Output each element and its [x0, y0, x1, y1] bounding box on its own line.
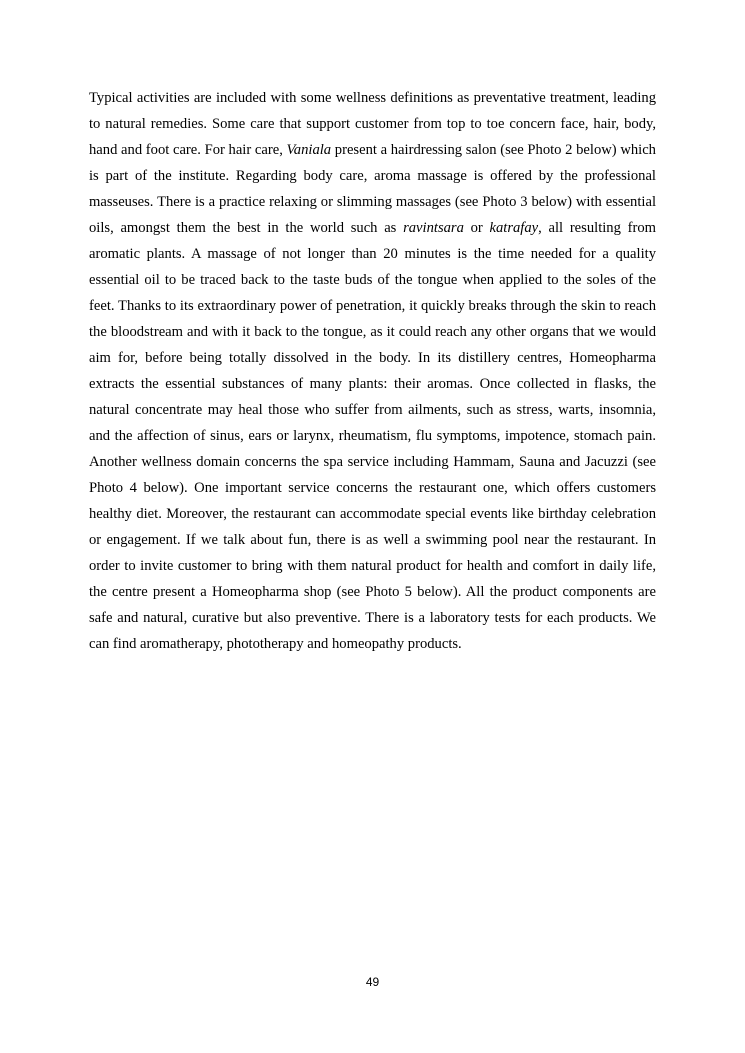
- italic-term-ravintsara: ravintsara: [403, 220, 464, 236]
- paragraph-text: , all resulting from aromatic plants. A massage of not longer than 20 minutes is the time needed for a quality essential oil to be traced back to the taste buds of the tongue when applied to the soles of the feet. Thanks to its extraordinary power of penetration, it quickly breaks through the skin to reach the bloodstream and with it back to the tongue, as it could reach any other organs that we would aim for, before being totally dissolved in the body. In its distillery centres, Homeopharma extracts the essential substances of many plants: their aromas. Once collected in flasks, the natural concentrate may heal those who suffer from ailments, such as stress, warts, insomnia, and the affection of sinus, ears or larynx, rheumatism, flu symptoms, impotence, stomach pain. Another wellness domain concerns the spa service including Hammam, Sauna and Jacuzzi (see Photo 4 below). One important service concerns the restaurant one, which offers customers healthy diet. Moreover, the restaurant can accommodate special events like birthday celebration or engagement. If we talk about fun, there is as well a swimming pool near the restaurant. In order to invite customer to bring with them natural product for health and comfort in daily life, the centre present a Homeopharma shop (see Photo 5 below). All the product components are safe and natural, curative but also preventive. There is a laboratory tests for each products. We can find aromatherapy, phototherapy and homeopathy products.: [89, 220, 656, 652]
- body-paragraph: [89, 85, 656, 657]
- italic-term-katrafay: katrafay: [489, 220, 539, 236]
- paragraph-text: Typical activities are included with some wellness definitions as preventative treatment, leading to natural remedies. Some care that support customer from top to toe concern face, hair, body, hand and foot care. For hair care,: [89, 90, 656, 158]
- italic-term-vaniala: Vaniala: [286, 142, 332, 158]
- page-number: 49: [365, 975, 380, 989]
- paragraph-text: present a hairdressing salon (see Photo 2 below) which is part of the institute. Regarding body care, aroma massage is offered by the professional masseuses. There is a practice relaxing or slimming massages (see Photo 3 below) with essential oils, amongst them the best in the world such as: [89, 142, 656, 236]
- paragraph-text: or: [463, 220, 490, 236]
